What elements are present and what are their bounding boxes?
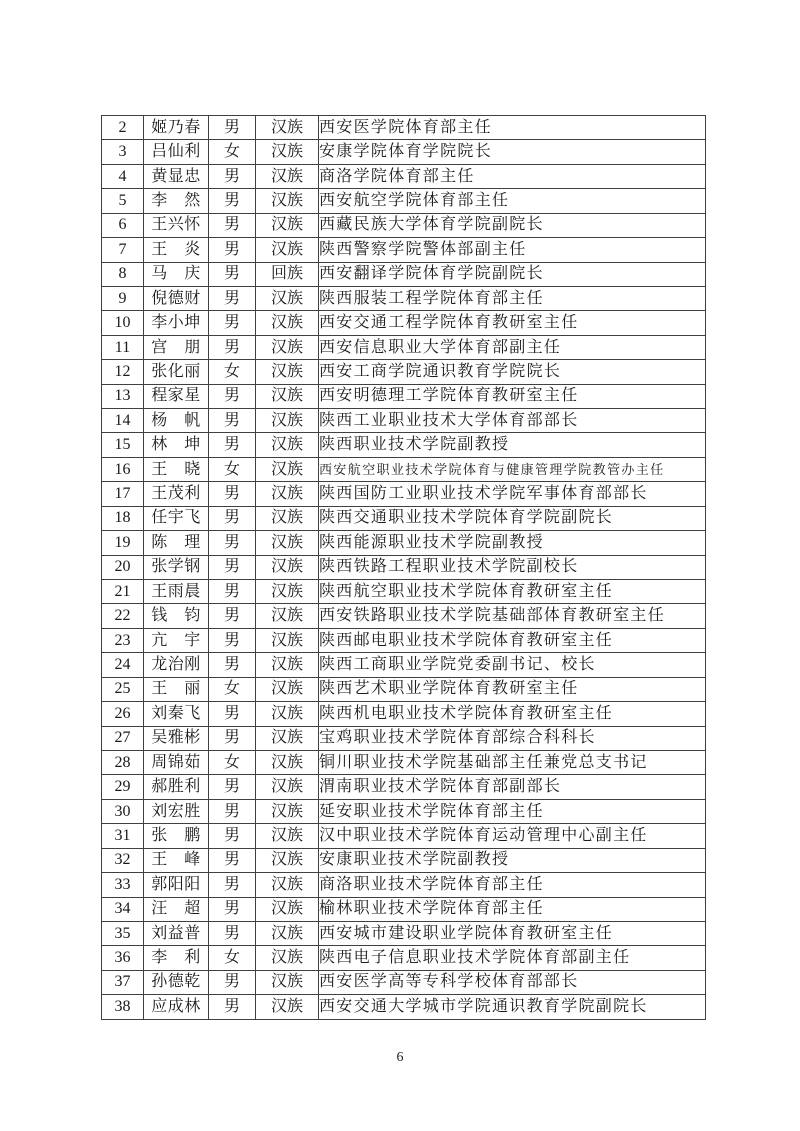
row-number-cell: 19 (102, 531, 144, 555)
gender-cell: 男 (209, 311, 256, 335)
table-row (102, 164, 706, 188)
ethnicity-cell: 回族 (256, 262, 319, 286)
table-row (102, 921, 706, 945)
position-cell: 西安交通工程学院体育教研室主任 (319, 311, 706, 335)
gender-cell: 女 (209, 677, 256, 701)
name-cell: 王 丽 (144, 677, 209, 701)
table-row (102, 335, 706, 359)
position-cell: 陕西职业技术学院副教授 (319, 433, 706, 457)
table-row (102, 775, 706, 799)
ethnicity-cell: 汉族 (256, 750, 319, 774)
position-cell: 西安医学高等专科学校体育部部长 (319, 970, 706, 994)
ethnicity-cell: 汉族 (256, 726, 319, 750)
name-cell: 应成林 (144, 995, 209, 1019)
name-cell: 王雨晨 (144, 580, 209, 604)
gender-cell: 男 (209, 116, 256, 140)
name-cell: 陈 理 (144, 531, 209, 555)
gender-cell: 男 (209, 164, 256, 188)
gender-cell: 男 (209, 580, 256, 604)
name-cell: 亢 宇 (144, 628, 209, 652)
gender-cell: 男 (209, 995, 256, 1019)
name-cell: 王 炎 (144, 238, 209, 262)
gender-cell: 男 (209, 531, 256, 555)
table-row (102, 824, 706, 848)
ethnicity-cell: 汉族 (256, 457, 319, 481)
gender-cell: 男 (209, 262, 256, 286)
name-cell: 倪德财 (144, 286, 209, 310)
ethnicity-cell: 汉族 (256, 921, 319, 945)
name-cell: 李小坤 (144, 311, 209, 335)
table-row (102, 286, 706, 310)
row-number-cell: 36 (102, 946, 144, 970)
ethnicity-cell: 汉族 (256, 702, 319, 726)
name-cell: 李 利 (144, 946, 209, 970)
gender-cell: 男 (209, 873, 256, 897)
name-cell: 马 庆 (144, 262, 209, 286)
row-number-cell: 26 (102, 702, 144, 726)
ethnicity-cell: 汉族 (256, 164, 319, 188)
ethnicity-cell: 汉族 (256, 604, 319, 628)
position-cell: 陕西邮电职业技术学院体育教研室主任 (319, 628, 706, 652)
row-number-cell: 30 (102, 799, 144, 823)
name-cell: 李 然 (144, 189, 209, 213)
ethnicity-cell: 汉族 (256, 580, 319, 604)
gender-cell: 女 (209, 140, 256, 164)
table-row (102, 580, 706, 604)
gender-cell: 男 (209, 409, 256, 433)
position-cell: 陕西艺术职业学院体育教研室主任 (319, 677, 706, 701)
gender-cell: 男 (209, 238, 256, 262)
gender-cell: 男 (209, 604, 256, 628)
table-row (102, 726, 706, 750)
position-cell: 陕西工业职业技术大学体育部部长 (319, 409, 706, 433)
ethnicity-cell: 汉族 (256, 335, 319, 359)
table-row (102, 384, 706, 408)
row-number-cell: 15 (102, 433, 144, 457)
position-cell: 陕西警察学院警体部副主任 (319, 238, 706, 262)
name-cell: 刘益普 (144, 921, 209, 945)
row-number-cell: 32 (102, 848, 144, 872)
row-number-cell: 4 (102, 164, 144, 188)
row-number-cell: 25 (102, 677, 144, 701)
table-row (102, 946, 706, 970)
gender-cell: 男 (209, 482, 256, 506)
name-cell: 吴雅彬 (144, 726, 209, 750)
table-row (102, 409, 706, 433)
ethnicity-cell: 汉族 (256, 628, 319, 652)
row-number-cell: 33 (102, 873, 144, 897)
row-number-cell: 10 (102, 311, 144, 335)
name-cell: 宫 朋 (144, 335, 209, 359)
table-row (102, 848, 706, 872)
position-cell: 陕西工商职业学院党委副书记、校长 (319, 653, 706, 677)
position-cell: 商洛学院体育部主任 (319, 164, 706, 188)
position-cell: 西安铁路职业技术学院基础部体育教研室主任 (319, 604, 706, 628)
ethnicity-cell: 汉族 (256, 482, 319, 506)
name-cell: 王兴怀 (144, 213, 209, 237)
gender-cell: 男 (209, 775, 256, 799)
table-row (102, 970, 706, 994)
ethnicity-cell: 汉族 (256, 677, 319, 701)
table-row (102, 213, 706, 237)
ethnicity-cell: 汉族 (256, 653, 319, 677)
row-number-cell: 29 (102, 775, 144, 799)
position-cell: 西安航空职业技术学院体育与健康管理学院教管办主任 (319, 457, 706, 481)
name-cell: 吕仙利 (144, 140, 209, 164)
gender-cell: 男 (209, 921, 256, 945)
table-row (102, 750, 706, 774)
row-number-cell: 17 (102, 482, 144, 506)
table-row (102, 311, 706, 335)
row-number-cell: 37 (102, 970, 144, 994)
ethnicity-cell: 汉族 (256, 848, 319, 872)
position-cell: 延安职业技术学院体育部主任 (319, 799, 706, 823)
table-row (102, 457, 706, 481)
ethnicity-cell: 汉族 (256, 946, 319, 970)
ethnicity-cell: 汉族 (256, 360, 319, 384)
gender-cell: 男 (209, 897, 256, 921)
table-row (102, 482, 706, 506)
ethnicity-cell: 汉族 (256, 897, 319, 921)
position-cell: 西藏民族大学体育学院副院长 (319, 213, 706, 237)
ethnicity-cell: 汉族 (256, 189, 319, 213)
name-cell: 王 峰 (144, 848, 209, 872)
name-cell: 黄显忠 (144, 164, 209, 188)
position-cell: 陕西铁路工程职业技术学院副校长 (319, 555, 706, 579)
name-cell: 程家星 (144, 384, 209, 408)
table-row (102, 116, 706, 140)
gender-cell: 女 (209, 360, 256, 384)
row-number-cell: 2 (102, 116, 144, 140)
gender-cell: 男 (209, 726, 256, 750)
position-cell: 陕西能源职业技术学院副教授 (319, 531, 706, 555)
gender-cell: 男 (209, 824, 256, 848)
position-cell: 榆林职业技术学院体育部主任 (319, 897, 706, 921)
position-cell: 西安医学院体育部主任 (319, 116, 706, 140)
row-number-cell: 22 (102, 604, 144, 628)
table-row (102, 677, 706, 701)
table-row (102, 604, 706, 628)
row-number-cell: 23 (102, 628, 144, 652)
position-cell: 西安交通大学城市学院通识教育学院副院长 (319, 995, 706, 1019)
name-cell: 郭阳阳 (144, 873, 209, 897)
row-number-cell: 31 (102, 824, 144, 848)
position-cell: 陕西国防工业职业技术学院军事体育部部长 (319, 482, 706, 506)
gender-cell: 男 (209, 286, 256, 310)
gender-cell: 女 (209, 750, 256, 774)
name-cell: 王茂利 (144, 482, 209, 506)
name-cell: 孙德乾 (144, 970, 209, 994)
position-cell: 陕西交通职业技术学院体育学院副院长 (319, 506, 706, 530)
name-cell: 汪 超 (144, 897, 209, 921)
gender-cell: 男 (209, 628, 256, 652)
gender-cell: 男 (209, 555, 256, 579)
gender-cell: 男 (209, 970, 256, 994)
row-number-cell: 13 (102, 384, 144, 408)
row-number-cell: 6 (102, 213, 144, 237)
name-cell: 张学钢 (144, 555, 209, 579)
table-row (102, 653, 706, 677)
ethnicity-cell: 汉族 (256, 995, 319, 1019)
ethnicity-cell: 汉族 (256, 433, 319, 457)
name-cell: 刘秦飞 (144, 702, 209, 726)
row-number-cell: 7 (102, 238, 144, 262)
gender-cell: 男 (209, 799, 256, 823)
roster-table-body (102, 116, 706, 1020)
ethnicity-cell: 汉族 (256, 409, 319, 433)
gender-cell: 男 (209, 848, 256, 872)
row-number-cell: 3 (102, 140, 144, 164)
position-cell: 渭南职业技术学院体育部副部长 (319, 775, 706, 799)
position-cell: 汉中职业技术学院体育运动管理中心副主任 (319, 824, 706, 848)
name-cell: 郝胜利 (144, 775, 209, 799)
name-cell: 钱 钧 (144, 604, 209, 628)
position-cell: 西安城市建设职业学院体育教研室主任 (319, 921, 706, 945)
row-number-cell: 24 (102, 653, 144, 677)
position-cell: 陕西机电职业技术学院体育教研室主任 (319, 702, 706, 726)
table-row (102, 140, 706, 164)
table-row (102, 628, 706, 652)
name-cell: 杨 帆 (144, 409, 209, 433)
table-row (102, 995, 706, 1019)
gender-cell: 男 (209, 213, 256, 237)
name-cell: 林 坤 (144, 433, 209, 457)
row-number-cell: 28 (102, 750, 144, 774)
row-number-cell: 5 (102, 189, 144, 213)
table-row (102, 433, 706, 457)
position-cell: 陕西服装工程学院体育部主任 (319, 286, 706, 310)
table-row (102, 702, 706, 726)
ethnicity-cell: 汉族 (256, 140, 319, 164)
gender-cell: 男 (209, 702, 256, 726)
position-cell: 陕西航空职业技术学院体育教研室主任 (319, 580, 706, 604)
gender-cell: 女 (209, 946, 256, 970)
position-cell: 安康学院体育学院院长 (319, 140, 706, 164)
gender-cell: 女 (209, 457, 256, 481)
ethnicity-cell: 汉族 (256, 506, 319, 530)
row-number-cell: 27 (102, 726, 144, 750)
gender-cell: 男 (209, 653, 256, 677)
position-cell: 宝鸡职业技术学院体育部综合科科长 (319, 726, 706, 750)
position-cell: 商洛职业技术学院体育部主任 (319, 873, 706, 897)
row-number-cell: 16 (102, 457, 144, 481)
table-row (102, 897, 706, 921)
table-row (102, 799, 706, 823)
ethnicity-cell: 汉族 (256, 970, 319, 994)
row-number-cell: 38 (102, 995, 144, 1019)
name-cell: 王 晓 (144, 457, 209, 481)
table-row (102, 555, 706, 579)
gender-cell: 男 (209, 506, 256, 530)
row-number-cell: 34 (102, 897, 144, 921)
name-cell: 任宇飞 (144, 506, 209, 530)
row-number-cell: 9 (102, 286, 144, 310)
roster-table (101, 115, 706, 1020)
name-cell: 张 鹏 (144, 824, 209, 848)
table-row (102, 238, 706, 262)
gender-cell: 男 (209, 384, 256, 408)
name-cell: 龙治刚 (144, 653, 209, 677)
table-row (102, 189, 706, 213)
ethnicity-cell: 汉族 (256, 824, 319, 848)
position-cell: 铜川职业技术学院基础部主任兼党总支书记 (319, 750, 706, 774)
ethnicity-cell: 汉族 (256, 555, 319, 579)
position-cell: 西安航空学院体育部主任 (319, 189, 706, 213)
position-cell: 西安信息职业大学体育部副主任 (319, 335, 706, 359)
ethnicity-cell: 汉族 (256, 311, 319, 335)
position-cell: 安康职业技术学院副教授 (319, 848, 706, 872)
table-row (102, 262, 706, 286)
ethnicity-cell: 汉族 (256, 384, 319, 408)
ethnicity-cell: 汉族 (256, 116, 319, 140)
table-row (102, 873, 706, 897)
position-cell: 西安明德理工学院体育教研室主任 (319, 384, 706, 408)
gender-cell: 男 (209, 189, 256, 213)
row-number-cell: 14 (102, 409, 144, 433)
table-row (102, 506, 706, 530)
ethnicity-cell: 汉族 (256, 799, 319, 823)
ethnicity-cell: 汉族 (256, 873, 319, 897)
row-number-cell: 11 (102, 335, 144, 359)
ethnicity-cell: 汉族 (256, 531, 319, 555)
page-number: 6 (396, 1050, 404, 1065)
ethnicity-cell: 汉族 (256, 775, 319, 799)
name-cell: 姬乃春 (144, 116, 209, 140)
position-cell: 西安工商学院通识教育学院院长 (319, 360, 706, 384)
row-number-cell: 20 (102, 555, 144, 579)
gender-cell: 男 (209, 433, 256, 457)
ethnicity-cell: 汉族 (256, 213, 319, 237)
row-number-cell: 18 (102, 506, 144, 530)
gender-cell: 男 (209, 335, 256, 359)
name-cell: 周锦茹 (144, 750, 209, 774)
row-number-cell: 8 (102, 262, 144, 286)
ethnicity-cell: 汉族 (256, 286, 319, 310)
table-row (102, 531, 706, 555)
name-cell: 张化丽 (144, 360, 209, 384)
row-number-cell: 35 (102, 921, 144, 945)
position-cell: 西安翻译学院体育学院副院长 (319, 262, 706, 286)
table-row (102, 360, 706, 384)
position-cell: 陕西电子信息职业技术学院体育部副主任 (319, 946, 706, 970)
row-number-cell: 12 (102, 360, 144, 384)
row-number-cell: 21 (102, 580, 144, 604)
name-cell: 刘宏胜 (144, 799, 209, 823)
ethnicity-cell: 汉族 (256, 238, 319, 262)
